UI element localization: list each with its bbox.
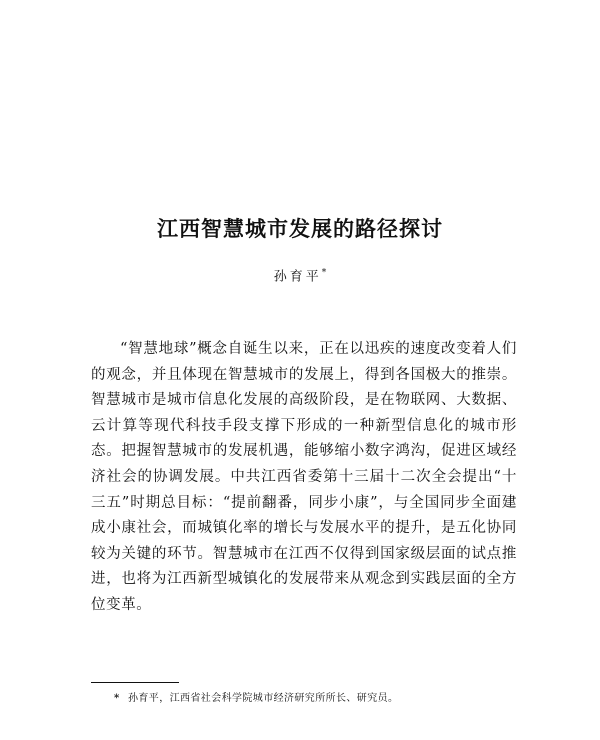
- author-name: 孙育平: [273, 269, 322, 285]
- author-line: [0, 263, 600, 287]
- author-footnote-mark: *: [321, 268, 327, 278]
- footnote-mark: *: [114, 693, 120, 704]
- footnote: [114, 691, 534, 707]
- footnote-text: 孙育平，江西省社会科学院城市经济研究所所长、研究员。: [128, 693, 399, 704]
- footnote-divider: [91, 682, 179, 683]
- body-paragraph: “智慧地球”概念自诞生以来，正在以迅疾的速度改变着人们的观念，并且体现在智慧城市的发展上，得到各国极大的推崇。智慧城市是城市信息化发展的高级阶段，是在物联网、大数据、云计算等现代科技手段支撑下形成的一种新型信息化的城市形态。把握智慧城市的发展机遇，能够缩小数字鸿沟，促进区域经济社会的协调发展。中共江西省委第十三届十二次全会提出“十三五”时期总目标：“提前翻番，同步小康”，与全国同步全面建成小康社会，而城镇化率的增长与发展水平的提升，是五化协同较为关键的环节。智慧城市在江西不仅得到国家级层面的试点推进，也将为江西新型城镇化的发展带来从观念到实践层面的全方位变革。: [91, 341, 517, 613]
- article-title: 江西智慧城市发展的路径探讨: [157, 216, 443, 241]
